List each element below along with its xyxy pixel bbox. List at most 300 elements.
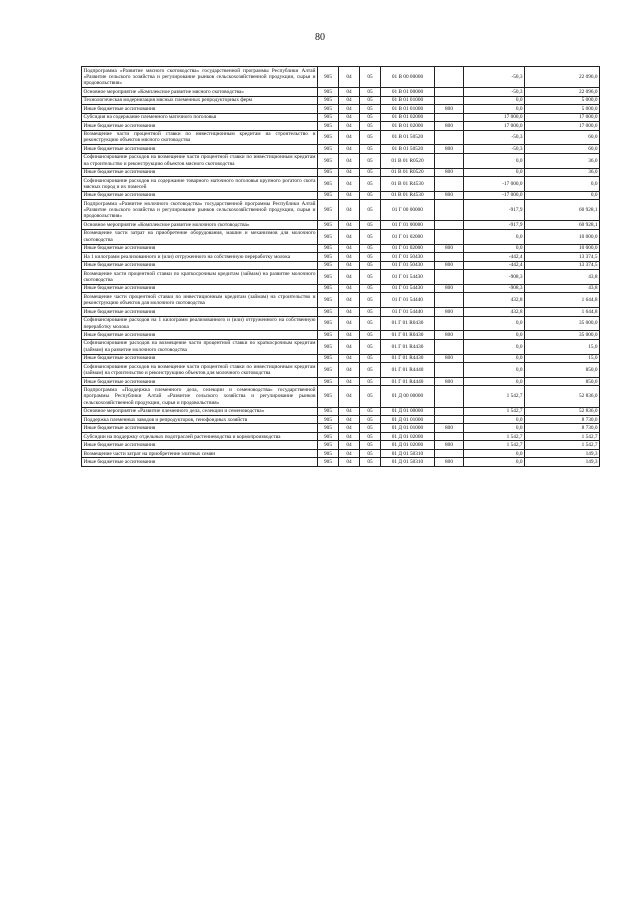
table-row xyxy=(82,221,600,229)
section-code: 04 xyxy=(339,284,360,292)
amount-change: -50,3 xyxy=(464,88,525,96)
section-code: 04 xyxy=(339,229,360,244)
subsection-code: 05 xyxy=(360,221,381,229)
subsection-code: 05 xyxy=(360,407,381,415)
ministry-code: 905 xyxy=(318,105,339,113)
amount-total: 1 644,8 xyxy=(525,293,600,308)
expense-type-code xyxy=(435,386,464,407)
subsection-code: 05 xyxy=(360,105,381,113)
subsection-code: 05 xyxy=(360,88,381,96)
target-article-code: 01 Д 01 01000 xyxy=(381,424,435,432)
target-article-code: 01 Д 01 50310 xyxy=(381,449,435,457)
amount-change: 1 542,7 xyxy=(464,432,525,440)
subsection-code: 05 xyxy=(360,168,381,176)
target-article-code: 01 Г 01 50430 xyxy=(381,253,435,261)
ministry-code: 905 xyxy=(318,177,339,192)
target-article-code: 01 Д 00 00000 xyxy=(381,386,435,407)
section-code: 04 xyxy=(339,363,360,378)
target-article-code: 01 В 01 00000 xyxy=(381,88,435,96)
row-name: Технологическая модернизация мясных племенных репродукторных ферм xyxy=(82,96,318,104)
table-row xyxy=(82,253,600,261)
subsection-code: 05 xyxy=(360,96,381,104)
expense-type-code: 800 xyxy=(435,308,464,316)
expense-type-code xyxy=(435,339,464,354)
subsection-code: 05 xyxy=(360,229,381,244)
subsection-code: 05 xyxy=(360,377,381,385)
expense-type-code: 800 xyxy=(435,458,464,466)
table-row xyxy=(82,270,600,285)
ministry-code: 905 xyxy=(318,145,339,153)
subsection-code: 05 xyxy=(360,316,381,331)
row-name: Возмещение части процентной ставки по инвестиционным кредитам (займам) на строительство и реконструкцию объектов для молочного скотоводства xyxy=(83,293,316,307)
row-name: Основное мероприятие «Комплексное развитие мясного скотоводства» xyxy=(82,88,318,96)
row-name: Иные бюджетные ассигнования xyxy=(82,377,318,385)
section-code: 04 xyxy=(339,88,360,96)
ministry-code: 905 xyxy=(318,153,339,168)
table-row xyxy=(82,113,600,121)
subsection-code: 05 xyxy=(360,145,381,153)
amount-change: 0,0 xyxy=(464,168,525,176)
ministry-code: 905 xyxy=(318,244,339,252)
ministry-code: 905 xyxy=(318,191,339,199)
amount-change: -17 000,0 xyxy=(464,177,525,192)
expense-type-code: 800 xyxy=(435,261,464,269)
expense-type-code: 800 xyxy=(435,145,464,153)
ministry-code: 905 xyxy=(318,130,339,145)
ministry-code: 905 xyxy=(318,339,339,354)
ministry-code: 905 xyxy=(318,415,339,423)
page-number: 80 xyxy=(315,32,325,43)
amount-change: 432,8 xyxy=(464,308,525,316)
table-row xyxy=(82,458,600,466)
amount-total: 5 000,0 xyxy=(525,105,600,113)
amount-total: 13 374,5 xyxy=(525,253,600,261)
ministry-code: 905 xyxy=(318,88,339,96)
expense-type-code: 800 xyxy=(435,244,464,252)
expense-type-code: 800 xyxy=(435,122,464,130)
row-name: Иные бюджетные ассигнования xyxy=(82,308,318,316)
amount-change: 0,0 xyxy=(464,363,525,378)
section-code: 04 xyxy=(339,407,360,415)
amount-total: 850,0 xyxy=(525,377,600,385)
target-article-code: 01 Г 01 54440 xyxy=(381,293,435,308)
table-row xyxy=(82,261,600,269)
subsection-code: 05 xyxy=(360,441,381,449)
amount-change: 1 542,7 xyxy=(464,441,525,449)
target-article-code: 01 Г 01 50430 xyxy=(381,261,435,269)
row-name: Основное мероприятие «Развитие племенного дела, селекции и семеноводства» xyxy=(82,407,318,415)
target-article-code: 01 В 01 50520 xyxy=(381,145,435,153)
amount-total: 60 928,1 xyxy=(525,221,600,229)
section-code: 04 xyxy=(339,153,360,168)
table-row xyxy=(82,354,600,362)
expense-type-code: 800 xyxy=(435,424,464,432)
amount-total: 36,0 xyxy=(525,168,600,176)
amount-change: -50,3 xyxy=(464,130,525,145)
amount-change: -442,4 xyxy=(464,261,525,269)
section-code: 04 xyxy=(339,415,360,423)
expense-type-code: 800 xyxy=(435,105,464,113)
table-row xyxy=(82,415,600,423)
target-article-code: 01 Г 01 R4430 xyxy=(381,354,435,362)
amount-change: -50,3 xyxy=(464,67,525,88)
ministry-code: 905 xyxy=(318,293,339,308)
amount-total: 10 000,0 xyxy=(525,229,600,244)
row-name: Иные бюджетные ассигнования xyxy=(82,105,318,113)
table-row xyxy=(82,331,600,339)
ministry-code: 905 xyxy=(318,221,339,229)
row-name: Иные бюджетные ассигнования xyxy=(82,441,318,449)
amount-total: 36,0 xyxy=(525,153,600,168)
section-code: 04 xyxy=(339,96,360,104)
target-article-code: 01 В 01 R0520 xyxy=(381,153,435,168)
subsection-code: 05 xyxy=(360,363,381,378)
ministry-code: 905 xyxy=(318,113,339,121)
amount-total: 35 000,0 xyxy=(525,331,600,339)
expense-type-code xyxy=(435,221,464,229)
row-name: Возмещение части процентной ставки по краткосрочным кредитам (займам) на развитие молочного скотоводства xyxy=(83,270,316,283)
target-article-code: 01 В 00 00000 xyxy=(381,67,435,88)
target-article-code: 01 В 01 02000 xyxy=(381,113,435,121)
subsection-code: 05 xyxy=(360,432,381,440)
amount-change: 0,0 xyxy=(464,449,525,457)
row-name: Иные бюджетные ассигнования xyxy=(82,261,318,269)
subsection-code: 05 xyxy=(360,308,381,316)
expense-type-code xyxy=(435,270,464,285)
target-article-code: 01 В 01 50520 xyxy=(381,130,435,145)
ministry-code: 905 xyxy=(318,200,339,221)
target-article-code: 01 Г 01 R0430 xyxy=(381,331,435,339)
target-article-code: 01 Г 01 54430 xyxy=(381,284,435,292)
amount-change: -17 000,0 xyxy=(464,191,525,199)
table-row xyxy=(82,168,600,176)
amount-total: 0,0 xyxy=(525,191,600,199)
section-code: 04 xyxy=(339,261,360,269)
section-code: 04 xyxy=(339,122,360,130)
table-row xyxy=(82,88,600,96)
table-row xyxy=(82,339,600,354)
row-name: Иные бюджетные ассигнования xyxy=(82,284,318,292)
subsection-code: 05 xyxy=(360,386,381,407)
amount-change: -908,3 xyxy=(464,270,525,285)
ministry-code: 905 xyxy=(318,424,339,432)
amount-total: 60,0 xyxy=(525,145,600,153)
section-code: 04 xyxy=(339,449,360,457)
expense-type-code xyxy=(435,415,464,423)
section-code: 04 xyxy=(339,386,360,407)
expense-type-code xyxy=(435,88,464,96)
section-code: 04 xyxy=(339,200,360,221)
amount-total: 17 000,0 xyxy=(525,113,600,121)
ministry-code: 905 xyxy=(318,253,339,261)
section-code: 04 xyxy=(339,177,360,192)
table-row xyxy=(82,316,600,331)
ministry-code: 905 xyxy=(318,284,339,292)
ministry-code: 905 xyxy=(318,432,339,440)
section-code: 04 xyxy=(339,441,360,449)
amount-total: 35 000,0 xyxy=(525,316,600,331)
amount-total: 52 836,0 xyxy=(525,386,600,407)
amount-change: 432,8 xyxy=(464,293,525,308)
subsection-code: 05 xyxy=(360,67,381,88)
section-code: 04 xyxy=(339,293,360,308)
ministry-code: 905 xyxy=(318,354,339,362)
table-row xyxy=(82,177,600,192)
target-article-code: 01 В 01 R4530 xyxy=(381,177,435,192)
expense-type-code: 800 xyxy=(435,441,464,449)
row-name: Субсидия на содержание племенного маточного поголовья xyxy=(82,113,318,121)
amount-change: 0,0 xyxy=(464,244,525,252)
amount-total: 17 000,0 xyxy=(525,122,600,130)
subsection-code: 05 xyxy=(360,458,381,466)
table-row xyxy=(82,363,600,378)
expense-type-code xyxy=(435,177,464,192)
table-row xyxy=(82,244,600,252)
expense-type-code xyxy=(435,316,464,331)
row-name: Основное мероприятие «Комплексное развитие молочного скотоводства» xyxy=(82,221,318,229)
expense-type-code xyxy=(435,130,464,145)
target-article-code: 01 Г 01 R4430 xyxy=(381,339,435,354)
ministry-code: 905 xyxy=(318,441,339,449)
target-article-code: 01 Г 01 02000 xyxy=(381,229,435,244)
amount-change: -442,4 xyxy=(464,253,525,261)
row-name: Иные бюджетные ассигнования xyxy=(82,424,318,432)
amount-total: 0,0 xyxy=(525,177,600,192)
section-code: 04 xyxy=(339,67,360,88)
section-code: 04 xyxy=(339,354,360,362)
row-name: Иные бюджетные ассигнования xyxy=(82,458,318,466)
subsection-code: 05 xyxy=(360,415,381,423)
ministry-code: 905 xyxy=(318,67,339,88)
expense-type-code: 800 xyxy=(435,354,464,362)
amount-total: 5 000,0 xyxy=(525,96,600,104)
table-row xyxy=(82,153,600,168)
section-code: 04 xyxy=(339,145,360,153)
subsection-code: 05 xyxy=(360,424,381,432)
table-row xyxy=(82,145,600,153)
amount-change: 17 000,0 xyxy=(464,113,525,121)
subsection-code: 05 xyxy=(360,122,381,130)
amount-change: 0,0 xyxy=(464,105,525,113)
ministry-code: 905 xyxy=(318,449,339,457)
ministry-code: 905 xyxy=(318,96,339,104)
amount-change: 0,0 xyxy=(464,229,525,244)
amount-change: 17 000,0 xyxy=(464,122,525,130)
amount-total: 15,0 xyxy=(525,354,600,362)
expense-type-code xyxy=(435,113,464,121)
subsection-code: 05 xyxy=(360,261,381,269)
ministry-code: 905 xyxy=(318,377,339,385)
table-row xyxy=(82,386,600,407)
ministry-code: 905 xyxy=(318,229,339,244)
target-article-code: 01 В 01 02000 xyxy=(381,122,435,130)
target-article-code: 01 Г 01 00000 xyxy=(381,221,435,229)
amount-change: -50,3 xyxy=(464,145,525,153)
subsection-code: 05 xyxy=(360,293,381,308)
table-row xyxy=(82,407,600,415)
section-code: 04 xyxy=(339,458,360,466)
amount-change: 0,0 xyxy=(464,316,525,331)
table-row xyxy=(82,122,600,130)
table-row xyxy=(82,432,600,440)
amount-change: 0,0 xyxy=(464,377,525,385)
target-article-code: 01 В 01 01000 xyxy=(381,105,435,113)
ministry-code: 905 xyxy=(318,261,339,269)
table-row xyxy=(82,377,600,385)
expense-type-code: 800 xyxy=(435,168,464,176)
amount-total: 43,8 xyxy=(525,270,600,285)
table-row xyxy=(82,130,600,145)
amount-change: 0,0 xyxy=(464,424,525,432)
row-name: Софинансирование расходов на возмещение части процентной ставки по инвестиционным кредитам (займам) на строительство и реконструкцию объектов для молочного скотоводства xyxy=(83,363,316,377)
amount-total: 850,0 xyxy=(525,363,600,378)
row-name: Иные бюджетные ассигнования xyxy=(82,122,318,130)
table-row xyxy=(82,200,600,221)
target-article-code: 01 Г 00 00000 xyxy=(381,200,435,221)
ministry-code: 905 xyxy=(318,122,339,130)
amount-change: -908,3 xyxy=(464,284,525,292)
subsection-code: 05 xyxy=(360,244,381,252)
amount-total: 149,3 xyxy=(525,458,600,466)
row-name: Софинансирование расходов на содержание товарного маточного поголовья крупного рогатого скота мясных пород и их помесей xyxy=(83,177,316,190)
row-name: Подпрограмма «Поддержка племенного дела, селекции и семеноводства» государственной программы Республики Алтай «Развитие сельского хозяйства и регулирование рынков сельскохозяйственной продукции, сырья и продовольствия» xyxy=(83,387,316,406)
table-row xyxy=(82,449,600,457)
row-name: Иные бюджетные ассигнования xyxy=(82,191,318,199)
ministry-code: 905 xyxy=(318,386,339,407)
target-article-code: 01 Г 01 54440 xyxy=(381,308,435,316)
table-row xyxy=(82,96,600,104)
row-name: Субсидии на поддержку отдельных подотраслей растениеводства и кормопроизводства xyxy=(82,432,318,440)
section-code: 04 xyxy=(339,221,360,229)
section-code: 04 xyxy=(339,191,360,199)
section-code: 04 xyxy=(339,244,360,252)
subsection-code: 05 xyxy=(360,153,381,168)
amount-total: 10 000,0 xyxy=(525,244,600,252)
section-code: 04 xyxy=(339,105,360,113)
expense-type-code xyxy=(435,449,464,457)
target-article-code: 01 В 01 R4530 xyxy=(381,191,435,199)
amount-change: 1 542,7 xyxy=(464,386,525,407)
table-row xyxy=(82,105,600,113)
target-article-code: 01 Г 01 R0430 xyxy=(381,316,435,331)
table-body xyxy=(82,67,600,467)
amount-change: -917,9 xyxy=(464,200,525,221)
row-name: Возмещение части процентной ставки по инвестиционным кредитам на строительство и реконструкцию объектов мясного скотоводства xyxy=(83,131,316,144)
subsection-code: 05 xyxy=(360,284,381,292)
target-article-code: 01 Д 01 02000 xyxy=(381,441,435,449)
subsection-code: 05 xyxy=(360,253,381,261)
table-row xyxy=(82,308,600,316)
row-name: Софинансирование расходов на возмещение части процентной ставки по инвестиционным кредитам на строительство и реконструкцию объектов мясного скотоводства xyxy=(83,154,316,167)
target-article-code: 01 В 01 01000 xyxy=(381,96,435,104)
section-code: 04 xyxy=(339,339,360,354)
table-row xyxy=(82,67,600,88)
budget-table xyxy=(81,66,600,467)
section-code: 04 xyxy=(339,253,360,261)
table-row xyxy=(82,284,600,292)
expense-type-code: 800 xyxy=(435,284,464,292)
section-code: 04 xyxy=(339,331,360,339)
subsection-code: 05 xyxy=(360,354,381,362)
expense-type-code xyxy=(435,407,464,415)
section-code: 04 xyxy=(339,377,360,385)
target-article-code: 01 Г 01 02000 xyxy=(381,244,435,252)
subsection-code: 05 xyxy=(360,449,381,457)
table-row xyxy=(82,293,600,308)
amount-change: 1 542,7 xyxy=(464,407,525,415)
table-row xyxy=(82,424,600,432)
amount-total: 15,0 xyxy=(525,339,600,354)
amount-change: 0,0 xyxy=(464,458,525,466)
expense-type-code xyxy=(435,200,464,221)
section-code: 04 xyxy=(339,168,360,176)
row-name: Софинансирование расходов на возмещение части процентной ставки по краткосрочным кредитам (займам) на развитие молочного скотоводства xyxy=(83,340,316,353)
expense-type-code xyxy=(435,363,464,378)
row-name: Иные бюджетные ассигнования xyxy=(82,168,318,176)
amount-total: 1 542,7 xyxy=(525,432,600,440)
section-code: 04 xyxy=(339,424,360,432)
expense-type-code xyxy=(435,229,464,244)
amount-total: 22 096,0 xyxy=(525,67,600,88)
ministry-code: 905 xyxy=(318,331,339,339)
section-code: 04 xyxy=(339,130,360,145)
ministry-code: 905 xyxy=(318,458,339,466)
table-row xyxy=(82,229,600,244)
section-code: 04 xyxy=(339,432,360,440)
target-article-code: 01 Д 01 50310 xyxy=(381,458,435,466)
row-name: Подпрограмма «Развитие молочного скотоводства» государственной программы Республики Алтай «Развитие сельского хозяйства и регулирование рынков сельскохозяйственной продукции, сырья и продовольствия» xyxy=(83,200,316,220)
expense-type-code xyxy=(435,293,464,308)
ministry-code: 905 xyxy=(318,168,339,176)
ministry-code: 905 xyxy=(318,316,339,331)
subsection-code: 05 xyxy=(360,200,381,221)
target-article-code: 01 Д 01 01000 xyxy=(381,415,435,423)
ministry-code: 905 xyxy=(318,363,339,378)
table-row xyxy=(82,441,600,449)
ministry-code: 905 xyxy=(318,407,339,415)
amount-total: 8 730,0 xyxy=(525,424,600,432)
row-name: Подпрограмма «Развитие мясного скотоводства» государственной программы Республики Алтай «Развитие сельского хозяйства и регулирование рынков сельскохозяйственной продукции, сырья и продовольствия» xyxy=(83,67,316,87)
row-name: На 1 килограмм реализованного и (или) отгруженного на собственную переработку молока xyxy=(82,253,318,261)
amount-change: 0,0 xyxy=(464,339,525,354)
row-name: Иные бюджетные ассигнования xyxy=(82,331,318,339)
table-row xyxy=(82,191,600,199)
amount-change: -917,9 xyxy=(464,221,525,229)
amount-total: 60,0 xyxy=(525,130,600,145)
amount-change: 0,0 xyxy=(464,415,525,423)
row-name: Софинансирование расходов на 1 килограмм реализованного и (или) отгруженного на собственную переработку молока xyxy=(83,317,316,330)
row-name: Возмещение части затрат на приобретение элитных семян xyxy=(82,449,318,457)
expense-type-code: 800 xyxy=(435,191,464,199)
expense-type-code xyxy=(435,96,464,104)
section-code: 04 xyxy=(339,316,360,331)
target-article-code: 01 Г 01 R4440 xyxy=(381,377,435,385)
subsection-code: 05 xyxy=(360,113,381,121)
expense-type-code xyxy=(435,67,464,88)
expense-type-code xyxy=(435,153,464,168)
amount-total: 22 096,0 xyxy=(525,88,600,96)
expense-type-code xyxy=(435,253,464,261)
amount-total: 8 730,0 xyxy=(525,415,600,423)
row-name: Иные бюджетные ассигнования xyxy=(82,244,318,252)
amount-change: 0,0 xyxy=(464,153,525,168)
section-code: 04 xyxy=(339,113,360,121)
amount-total: 13 374,5 xyxy=(525,261,600,269)
amount-change: 0,0 xyxy=(464,96,525,104)
subsection-code: 05 xyxy=(360,177,381,192)
row-name: Возмещение части затрат на приобретение оборудования, машин и механизмов для молочного скотоводства xyxy=(83,230,316,243)
amount-change: 0,0 xyxy=(464,354,525,362)
